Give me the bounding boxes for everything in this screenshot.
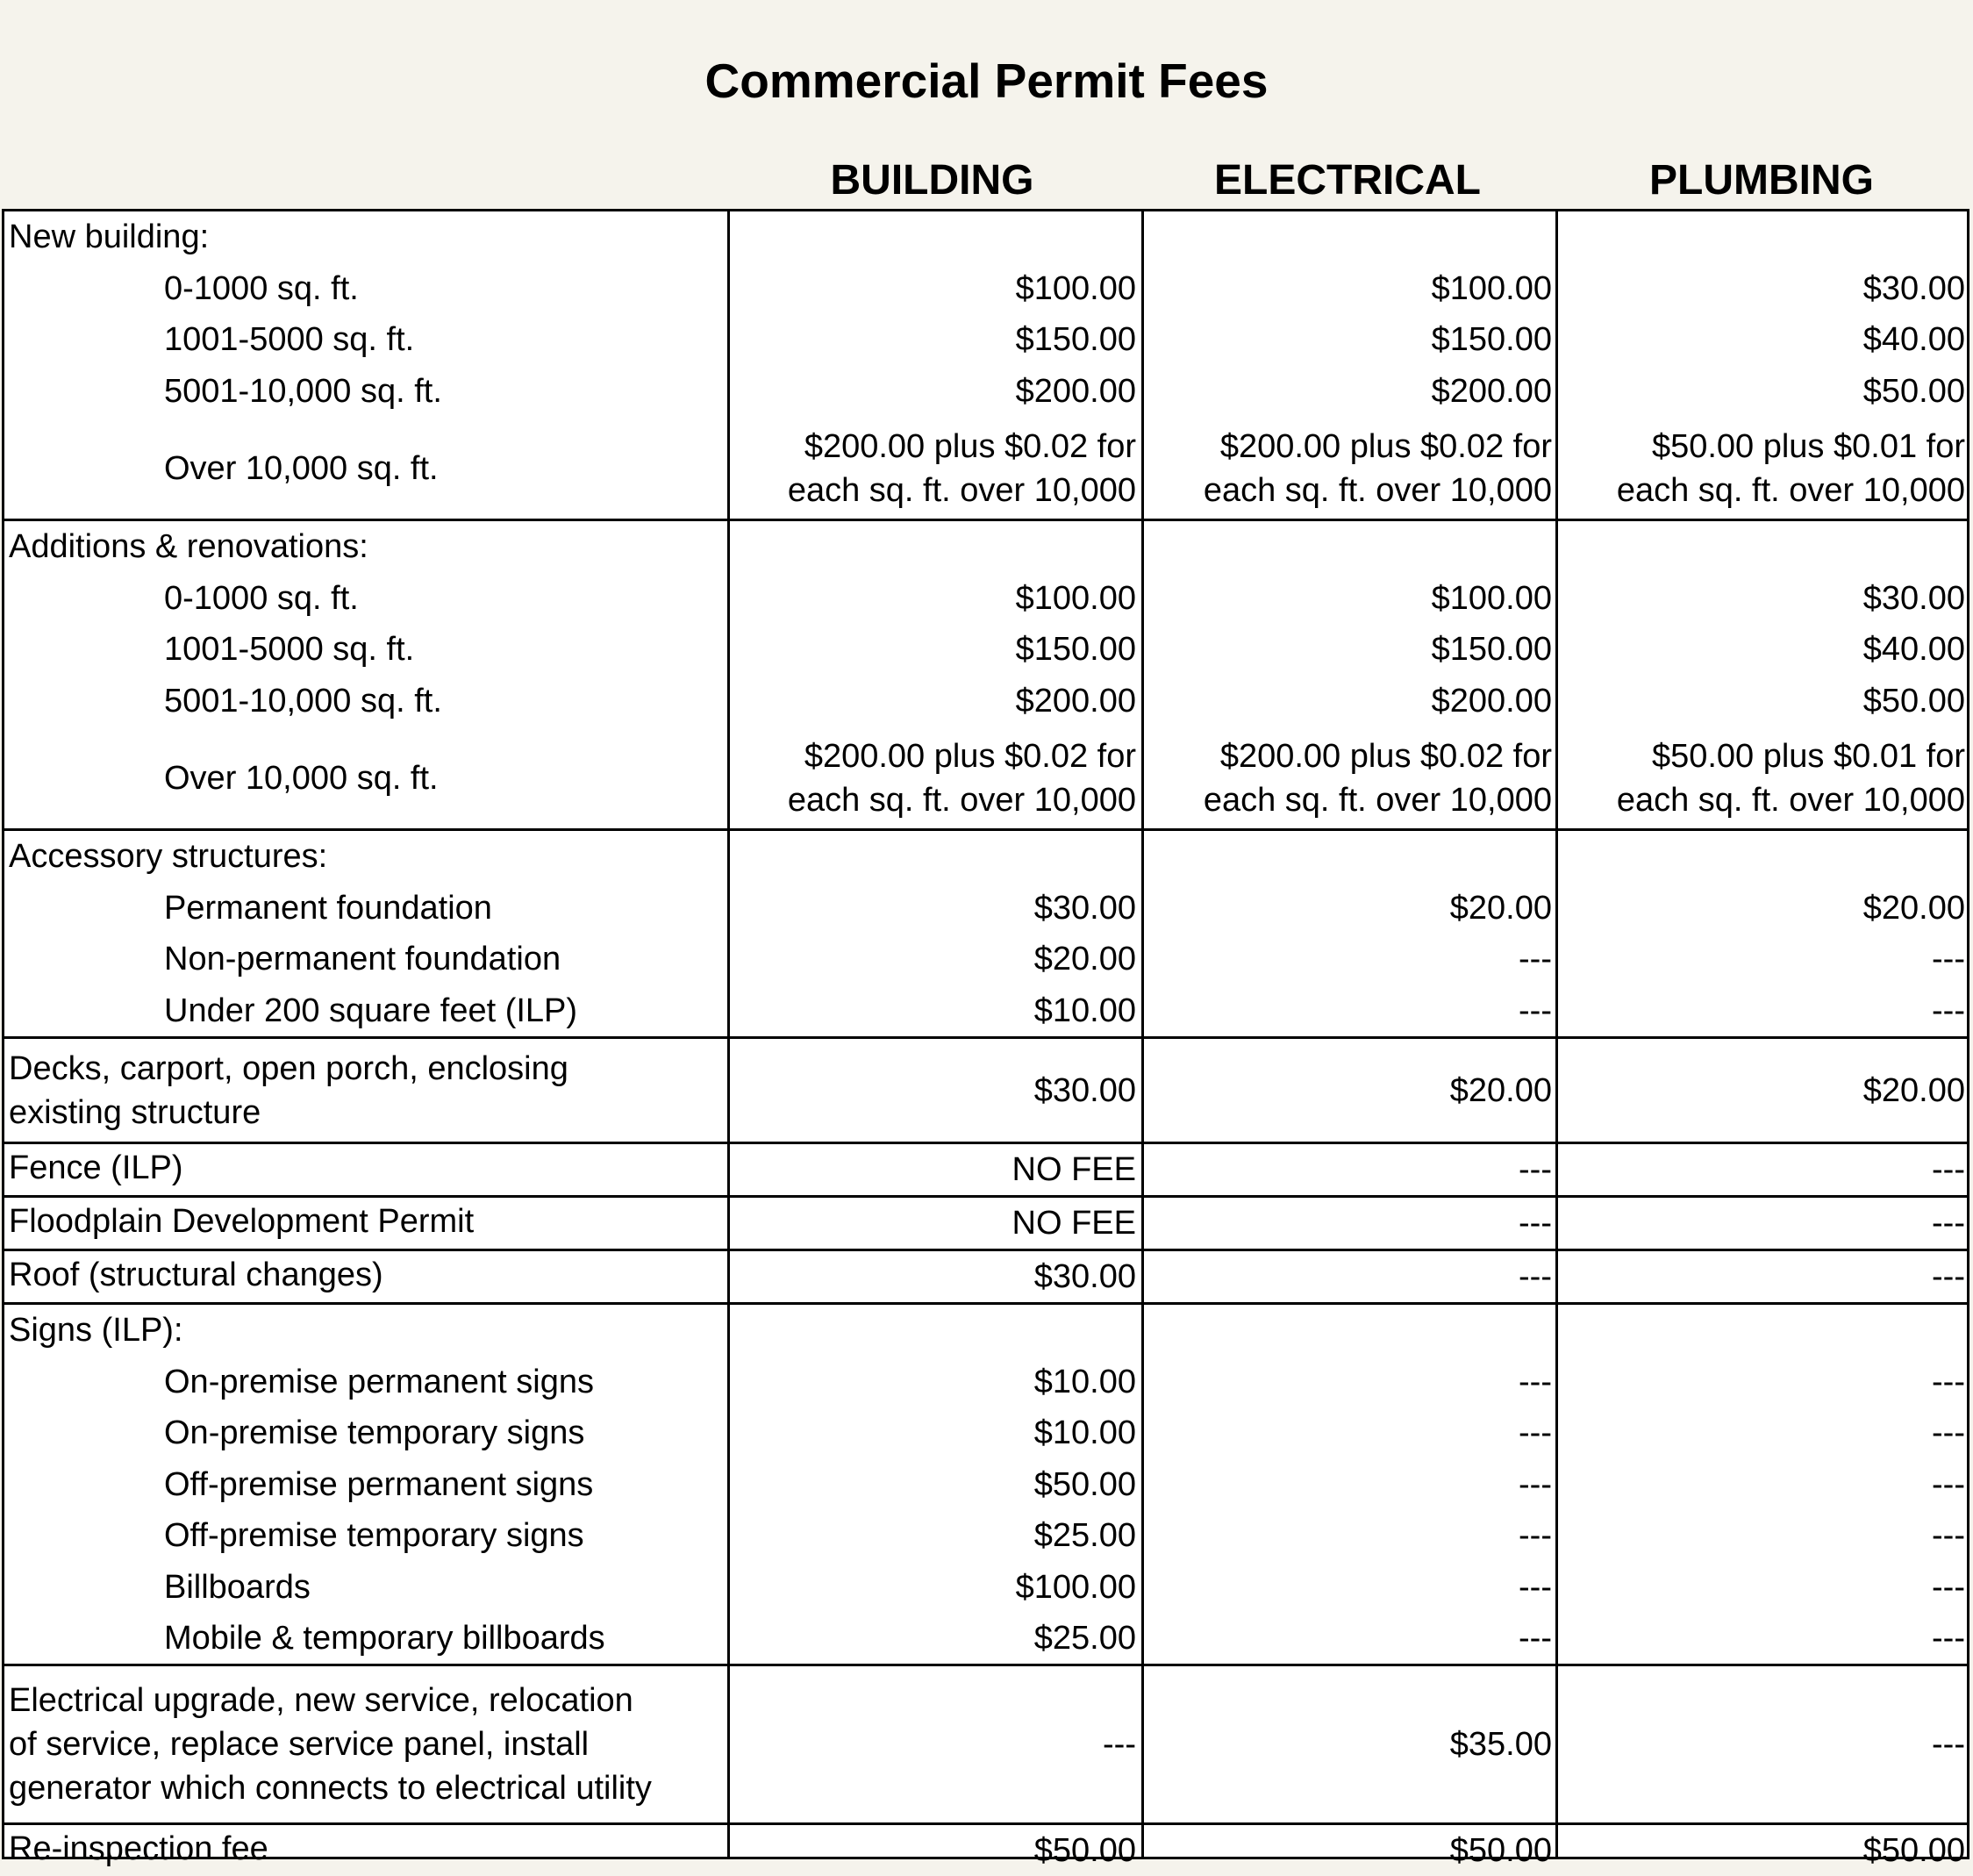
row-label: Fence (ILP) [9,1149,183,1186]
electrical-fee: --- [1519,1205,1552,1242]
building-fee: $150.00 [1015,631,1136,669]
plumbing-fee: --- [1932,1620,1965,1658]
electrical-fee: $20.00 [1449,889,1552,927]
row-label: generator which connects to electrical utility [9,1770,652,1807]
electrical-fee: --- [1519,1620,1552,1658]
building-fee: $50.00 [1033,1465,1136,1503]
building-fee: NO FEE [1012,1205,1136,1242]
electrical-fee: $100.00 [1431,269,1552,307]
building-fee: $100.00 [1015,579,1136,617]
table-section [2,1144,1969,1198]
plumbing-fee: $30.00 [1862,269,1965,307]
column-divider [1555,211,1558,1857]
section-label: Additions & renovations: [9,528,368,565]
plumbing-fee: $40.00 [1862,631,1965,669]
building-fee: $200.00 [1015,372,1136,410]
table-section [2,1251,1969,1305]
electrical-fee: each sq. ft. over 10,000 [1203,471,1552,509]
fee-table [2,209,1969,1869]
plumbing-fee: --- [1932,1517,1965,1555]
electrical-fee: --- [1519,1363,1552,1400]
plumbing-fee: --- [1932,1258,1965,1295]
plumbing-fee: $50.00 plus $0.01 for [1651,737,1965,775]
plumbing-fee: $50.00 [1862,1832,1965,1869]
row-label: 1001-5000 sq. ft. [164,631,415,669]
row-label: Over 10,000 sq. ft. [164,759,439,797]
building-fee: $10.00 [1033,1414,1136,1452]
building-fee: $100.00 [1015,269,1136,307]
electrical-fee: --- [1519,1151,1552,1188]
building-fee: $25.00 [1033,1517,1136,1555]
row-label: Permanent foundation [164,889,492,927]
electrical-fee: --- [1519,1465,1552,1503]
plumbing-fee: $20.00 [1862,889,1965,927]
row-label: Non-permanent foundation [164,941,561,978]
row-label: Mobile & temporary billboards [164,1620,605,1658]
row-label: Off-premise permanent signs [164,1465,594,1503]
electrical-fee: --- [1519,1517,1552,1555]
electrical-fee: $150.00 [1431,631,1552,669]
electrical-fee: $100.00 [1431,579,1552,617]
electrical-fee: $200.00 plus $0.02 for [1219,737,1552,775]
building-fee: $200.00 plus $0.02 for [804,737,1136,775]
plumbing-fee: --- [1932,1414,1965,1452]
plumbing-fee: $20.00 [1862,1071,1965,1109]
electrical-fee: $50.00 [1449,1832,1552,1869]
row-label: Roof (structural changes) [9,1257,383,1293]
table-section [2,1198,1969,1251]
column-header-building: BUILDING [830,157,1034,204]
row-label: Electrical upgrade, new service, relocation [9,1682,633,1719]
plumbing-fee: --- [1932,1568,1965,1606]
electrical-fee: each sq. ft. over 10,000 [1203,781,1552,819]
table-section [2,1825,1969,1876]
building-fee: $30.00 [1033,1258,1136,1295]
building-fee: $200.00 [1015,682,1136,720]
row-label: Decks, carport, open porch, enclosing [9,1049,568,1087]
electrical-fee: $35.00 [1449,1726,1552,1763]
electrical-fee: --- [1519,992,1552,1029]
electrical-fee: $200.00 [1431,372,1552,410]
plumbing-fee: $40.00 [1862,321,1965,359]
plumbing-fee: $50.00 [1862,682,1965,720]
row-label: Over 10,000 sq. ft. [164,449,439,487]
electrical-fee: --- [1519,1258,1552,1295]
building-fee: each sq. ft. over 10,000 [787,781,1136,819]
table-section [2,1305,1969,1666]
building-fee: $50.00 [1033,1832,1136,1869]
plumbing-fee: --- [1932,992,1965,1029]
building-fee: each sq. ft. over 10,000 [787,471,1136,509]
column-header-electrical: ELECTRICAL [1214,157,1481,204]
row-label: Re-inspection fee [9,1830,268,1867]
building-fee: $30.00 [1033,889,1136,927]
row-label: 5001-10,000 sq. ft. [164,682,442,720]
row-label: 0-1000 sq. ft. [164,269,359,307]
table-section [2,1039,1969,1144]
electrical-fee: $20.00 [1449,1071,1552,1109]
row-label: Under 200 square feet (ILP) [164,992,578,1029]
plumbing-fee: each sq. ft. over 10,000 [1616,471,1965,509]
building-fee: $20.00 [1033,941,1136,978]
building-fee: $100.00 [1015,1568,1136,1606]
plumbing-fee: $50.00 [1862,372,1965,410]
building-fee: $10.00 [1033,992,1136,1029]
row-label: 1001-5000 sq. ft. [164,321,415,359]
section-label: Accessory structures: [9,838,328,875]
row-label: Off-premise temporary signs [164,1517,584,1555]
electrical-fee: $200.00 plus $0.02 for [1219,427,1552,465]
plumbing-fee: --- [1932,1363,1965,1400]
electrical-fee: --- [1519,1568,1552,1606]
plumbing-fee: --- [1932,1465,1965,1503]
electrical-fee: --- [1519,941,1552,978]
column-divider [727,211,730,1857]
building-fee: $10.00 [1033,1363,1136,1400]
building-fee: $200.00 plus $0.02 for [804,427,1136,465]
electrical-fee: --- [1519,1414,1552,1452]
row-label: 0-1000 sq. ft. [164,579,359,617]
row-label: On-premise temporary signs [164,1414,585,1452]
table-left-border [2,211,4,1857]
building-fee: $150.00 [1015,321,1136,359]
plumbing-fee: --- [1932,1726,1965,1763]
table-section [2,211,1969,521]
page-title: Commercial Permit Fees [704,54,1269,108]
table-section [2,831,1969,1039]
plumbing-fee: each sq. ft. over 10,000 [1616,781,1965,819]
plumbing-fee: --- [1932,1205,1965,1242]
row-label: Billboards [164,1568,311,1606]
plumbing-fee: $50.00 plus $0.01 for [1651,427,1965,465]
column-header-plumbing: PLUMBING [1649,157,1874,204]
row-label: On-premise permanent signs [164,1363,594,1400]
row-label: 5001-10,000 sq. ft. [164,372,442,410]
row-label: existing structure [9,1093,261,1131]
table-right-border [1967,211,1969,1857]
row-label: of service, replace service panel, install [9,1726,590,1763]
plumbing-fee: --- [1932,941,1965,978]
building-fee: --- [1103,1726,1136,1763]
table-section [2,521,1969,831]
section-label: New building: [9,218,210,255]
table-section [2,1666,1969,1825]
row-label: Floodplain Development Permit [9,1203,475,1240]
electrical-fee: $200.00 [1431,682,1552,720]
plumbing-fee: --- [1932,1151,1965,1188]
section-label: Signs (ILP): [9,1312,183,1349]
building-fee: $25.00 [1033,1620,1136,1658]
building-fee: $30.00 [1033,1071,1136,1109]
electrical-fee: $150.00 [1431,321,1552,359]
building-fee: NO FEE [1012,1151,1136,1188]
column-divider [1141,211,1144,1857]
plumbing-fee: $30.00 [1862,579,1965,617]
